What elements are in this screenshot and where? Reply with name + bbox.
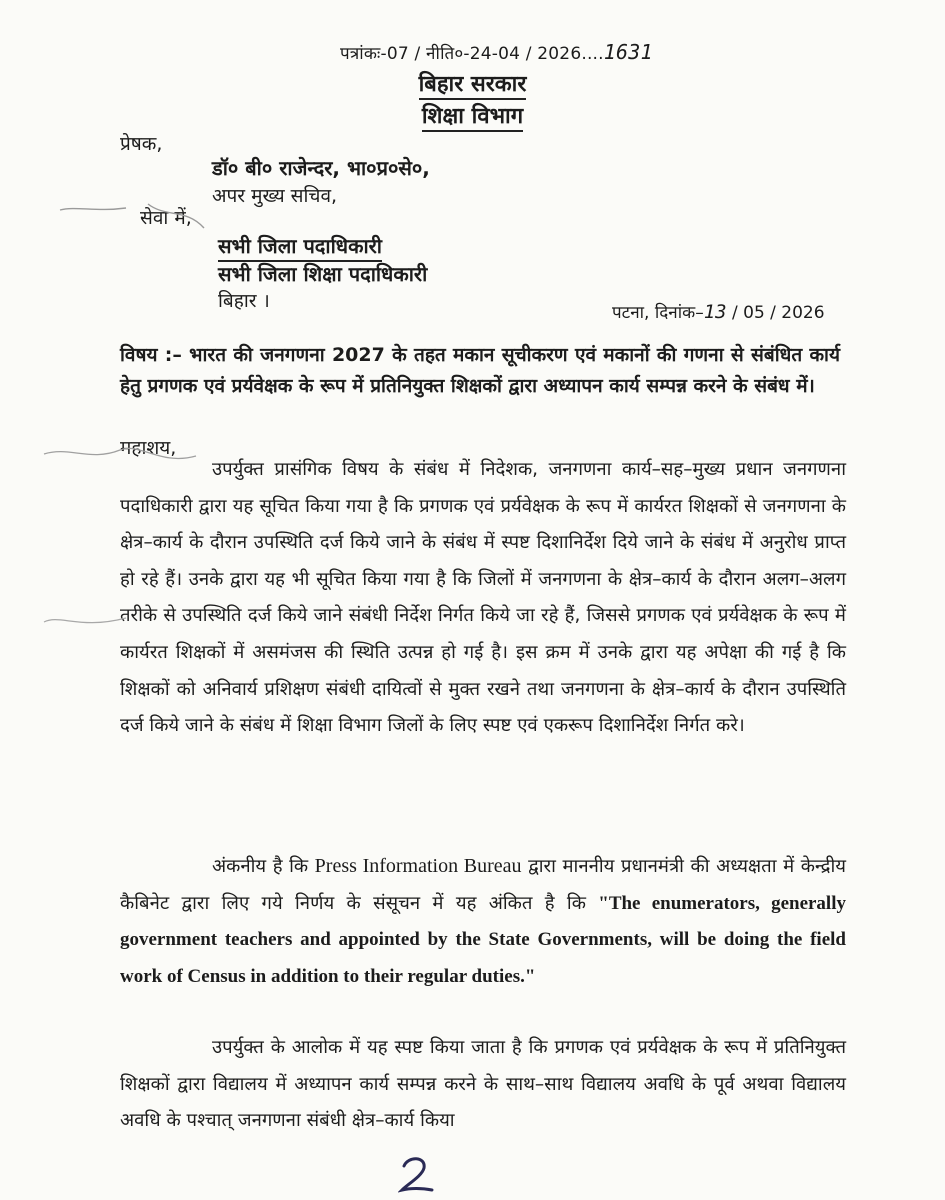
sender-designation: अपर मुख्य सचिव, xyxy=(212,185,338,207)
body-paragraph-2: अंकनीय है कि Press Information Bureau द्वारा माननीय प्रधानमंत्री की अध्यक्षता में केन्द्रीय कैबिनेट द्वारा लिए गये निर्णय के संसूचन में यह अंकित है कि "The enumerators, generally government teachers and appointed by the State Governments, will be doing the field work of Census in addition to their regular duties." xyxy=(120,855,846,987)
recipient-line-1: सभी जिला पदाधिकारी xyxy=(218,232,382,262)
margin-scribble xyxy=(40,608,130,638)
department-heading: शिक्षा विभाग xyxy=(0,100,945,130)
subject-line: विषय :– भारत की जनगणना 2027 के तहत मकान सूचीकरण एवं मकानों की गणना से संबंधित कार्य हेतु प्रगणक एवं प्रर्यवेक्षक के रूप में प्रतिनियुक्त शिक्षकों द्वारा अध्यापन कार्य सम्पन्न करने के संबंध में। xyxy=(120,344,840,397)
body-paragraph-1: उपर्युक्त प्रासंगिक विषय के संबंध में निदेशक, जनगणना कार्य–सह–मुख्य प्रधान जनगणना पदाधिकारी द्वारा यह सूचित किया गया है कि प्रगणक एवं प्रर्यवेक्षक के रूप में कार्यरत शिक्षकों से जनगणना के क्षेत्र–कार्य के दौरान उपस्थिति दर्ज किये जाने के संबंध में स्पष्ट दिशानिर्देश दिये जाने के संबंध में अनुरोध प्राप्त हो रहे हैं। उनके द्वारा यह भी सूचित किया गया है कि जिलों में जनगणना के क्षेत्र–कार्य के दौरान अलग–अलग तरीके से उपस्थिति दर्ज किये जाने संबंधी निर्देश निर्गत किये जा रहे हैं, जिससे प्रगणक एवं प्रर्यवेक्षक के रूप में कार्यरत शिक्षकों में असमंजस की स्थिति उत्पन्न हो गई है। इस क्रम में उनके द्वारा यह अपेक्षा की गई है कि शिक्षकों को अनिवार्य प्रशिक्षण संबंधी दायित्वों से मुक्त रखने तथा जनगणना के क्षेत्र–कार्य के दौरान उपस्थिति दर्ज किये जाने के संबंध में शिक्षा विभाग जिलों के लिए स्पष्ट एवं एकरूप दिशानिर्देश निर्गत करे। xyxy=(120,459,846,737)
handwritten-page-number-mark xyxy=(398,1152,438,1196)
recipient-label: सेवा में, xyxy=(140,207,192,229)
reference-number xyxy=(340,40,653,64)
cabinet-quote: "The enumerators, generally government teachers and appointed by the State Governments, will be doing the field work of Census in addition to their regular duties." xyxy=(120,892,846,987)
letter-date: पटना, दिनांक–13 / 05 / 2026 xyxy=(612,301,825,323)
sender-label: प्रेषक, xyxy=(120,133,163,155)
pib-name: Press Information Bureau xyxy=(314,855,522,877)
margin-scribble xyxy=(40,436,200,486)
reference-handwritten-number: 1631 xyxy=(603,40,653,64)
date-handwritten-day: 13 xyxy=(703,301,727,323)
body-paragraph-3: उपर्युक्त के आलोक में यह स्पष्ट किया जाता है कि प्रगणक एवं प्रर्यवेक्षक के रूप में प्रतिनियुक्त शिक्षकों द्वारा विद्यालय में अध्यापन कार्य सम्पन्न करने के साथ–साथ विद्यालय अवधि के पूर्व अथवा विद्यालय अवधि के पश्चात् जनगणना संबंधी क्षेत्र–कार्य किया xyxy=(120,1037,847,1132)
government-heading: बिहार सरकार xyxy=(0,68,945,98)
salutation: महाशय, xyxy=(120,437,177,459)
recipient-line-2: सभी जिला शिक्षा पदाधिकारी xyxy=(218,262,428,286)
reference-prefix: पत्रांकः-07 / नीति०-24-04 / 2026.... xyxy=(340,44,604,64)
margin-scribble xyxy=(56,198,206,248)
recipient-line-3: बिहार । xyxy=(218,290,270,312)
sender-name: डॉ० बी० राजेन्दर, भा०प्र०से०, xyxy=(212,156,430,180)
